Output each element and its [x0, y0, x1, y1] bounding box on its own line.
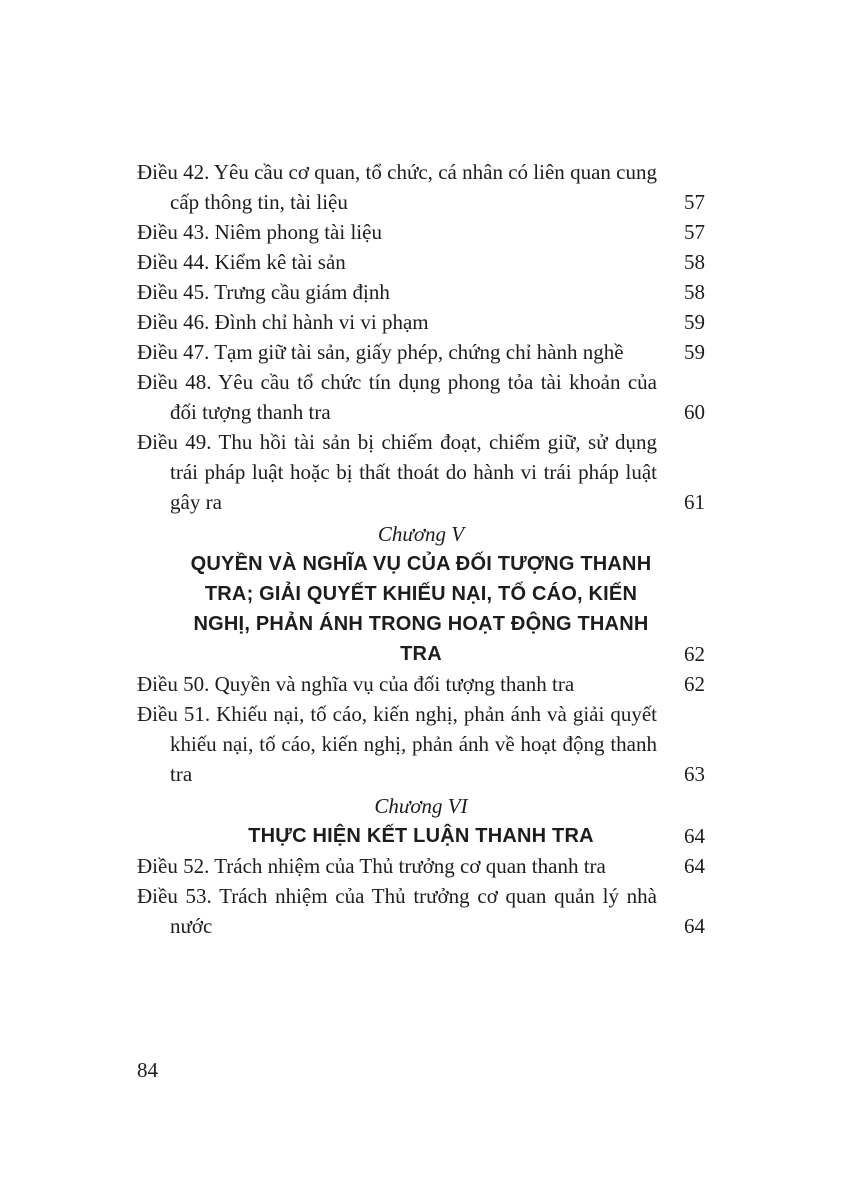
entry-page-number: 57: [684, 220, 705, 244]
toc-entry-dieu-53: [137, 881, 705, 941]
entry-page-number: 63: [684, 762, 705, 786]
entry-text: Điều 53. Trách nhiệm của Thủ trưởng cơ quan quản lý nhà nước: [137, 884, 657, 938]
chapter-heading-vi: [137, 821, 705, 851]
entry-page-number: 57: [684, 190, 705, 214]
entry-text: Điều 50. Quyền và nghĩa vụ của đối tượng thanh tra: [137, 672, 575, 696]
chapter-heading-text: QUYỀN VÀ NGHĨA VỤ CỦA ĐỐI TƯỢNG THANH TRA; GIẢI QUYẾT KHIẾU NẠI, TỐ CÁO, KIẾN NGHỊ, PHẢN ÁNH TRONG HOẠT ĐỘNG THANH TRA: [190, 553, 652, 665]
entry-page-number: 62: [684, 672, 705, 696]
table-of-contents: [137, 157, 705, 941]
chapter-heading-text: THỰC HIỆN KẾT LUẬN THANH TRA: [248, 825, 594, 847]
entry-page-number: 58: [684, 250, 705, 274]
entry-page-number: 64: [684, 824, 705, 848]
entry-text: Điều 43. Niêm phong tài liệu: [137, 220, 382, 244]
toc-entry-dieu-47: [137, 337, 705, 367]
entry-text: Điều 49. Thu hồi tài sản bị chiếm đoạt, chiếm giữ, sử dụng trái pháp luật hoặc bị thất thoát do hành vi trái pháp luật gây ra: [137, 430, 657, 514]
entry-text: Điều 46. Đình chỉ hành vi vi phạm: [137, 310, 429, 334]
entry-page-number: 61: [684, 490, 705, 514]
entry-text: Điều 51. Khiếu nại, tố cáo, kiến nghị, phản ánh và giải quyết khiếu nại, tố cáo, kiến nghị, phản ánh về hoạt động thanh tra: [137, 702, 657, 786]
entry-page-number: 62: [684, 642, 705, 666]
entry-page-number: 58: [684, 280, 705, 304]
entry-text: Điều 48. Yêu cầu tổ chức tín dụng phong tỏa tài khoản của đối tượng thanh tra: [137, 370, 657, 424]
toc-entry-dieu-43: [137, 217, 705, 247]
toc-entry-dieu-42: [137, 157, 705, 217]
entry-page-number: 59: [684, 340, 705, 364]
entry-text: Điều 45. Trưng cầu giám định: [137, 280, 390, 304]
chapter-label-vi: [137, 791, 705, 821]
toc-entry-dieu-51: [137, 699, 705, 789]
toc-entry-dieu-48: [137, 367, 705, 427]
chapter-label-text: Chương VI: [374, 794, 468, 818]
toc-entry-dieu-49: [137, 427, 705, 517]
entry-text: Điều 44. Kiểm kê tài sản: [137, 250, 346, 274]
toc-entry-dieu-45: [137, 277, 705, 307]
chapter-label-text: Chương V: [377, 522, 465, 546]
chapter-heading-v: [137, 549, 705, 669]
entry-page-number: 64: [684, 854, 705, 878]
entry-text: Điều 47. Tạm giữ tài sản, giấy phép, chứng chỉ hành nghề: [137, 340, 624, 364]
entry-page-number: 60: [684, 400, 705, 424]
toc-entry-dieu-50: [137, 669, 705, 699]
entry-text: Điều 42. Yêu cầu cơ quan, tổ chức, cá nhân có liên quan cung cấp thông tin, tài liệu: [137, 160, 657, 214]
toc-entry-dieu-46: [137, 307, 705, 337]
entry-page-number: 59: [684, 310, 705, 334]
toc-entry-dieu-52: [137, 851, 705, 881]
entry-text: Điều 52. Trách nhiệm của Thủ trưởng cơ quan thanh tra: [137, 854, 606, 878]
chapter-label-v: [137, 519, 705, 549]
toc-entry-dieu-44: [137, 247, 705, 277]
page-number: 84: [137, 1058, 158, 1082]
entry-page-number: 64: [684, 914, 705, 938]
